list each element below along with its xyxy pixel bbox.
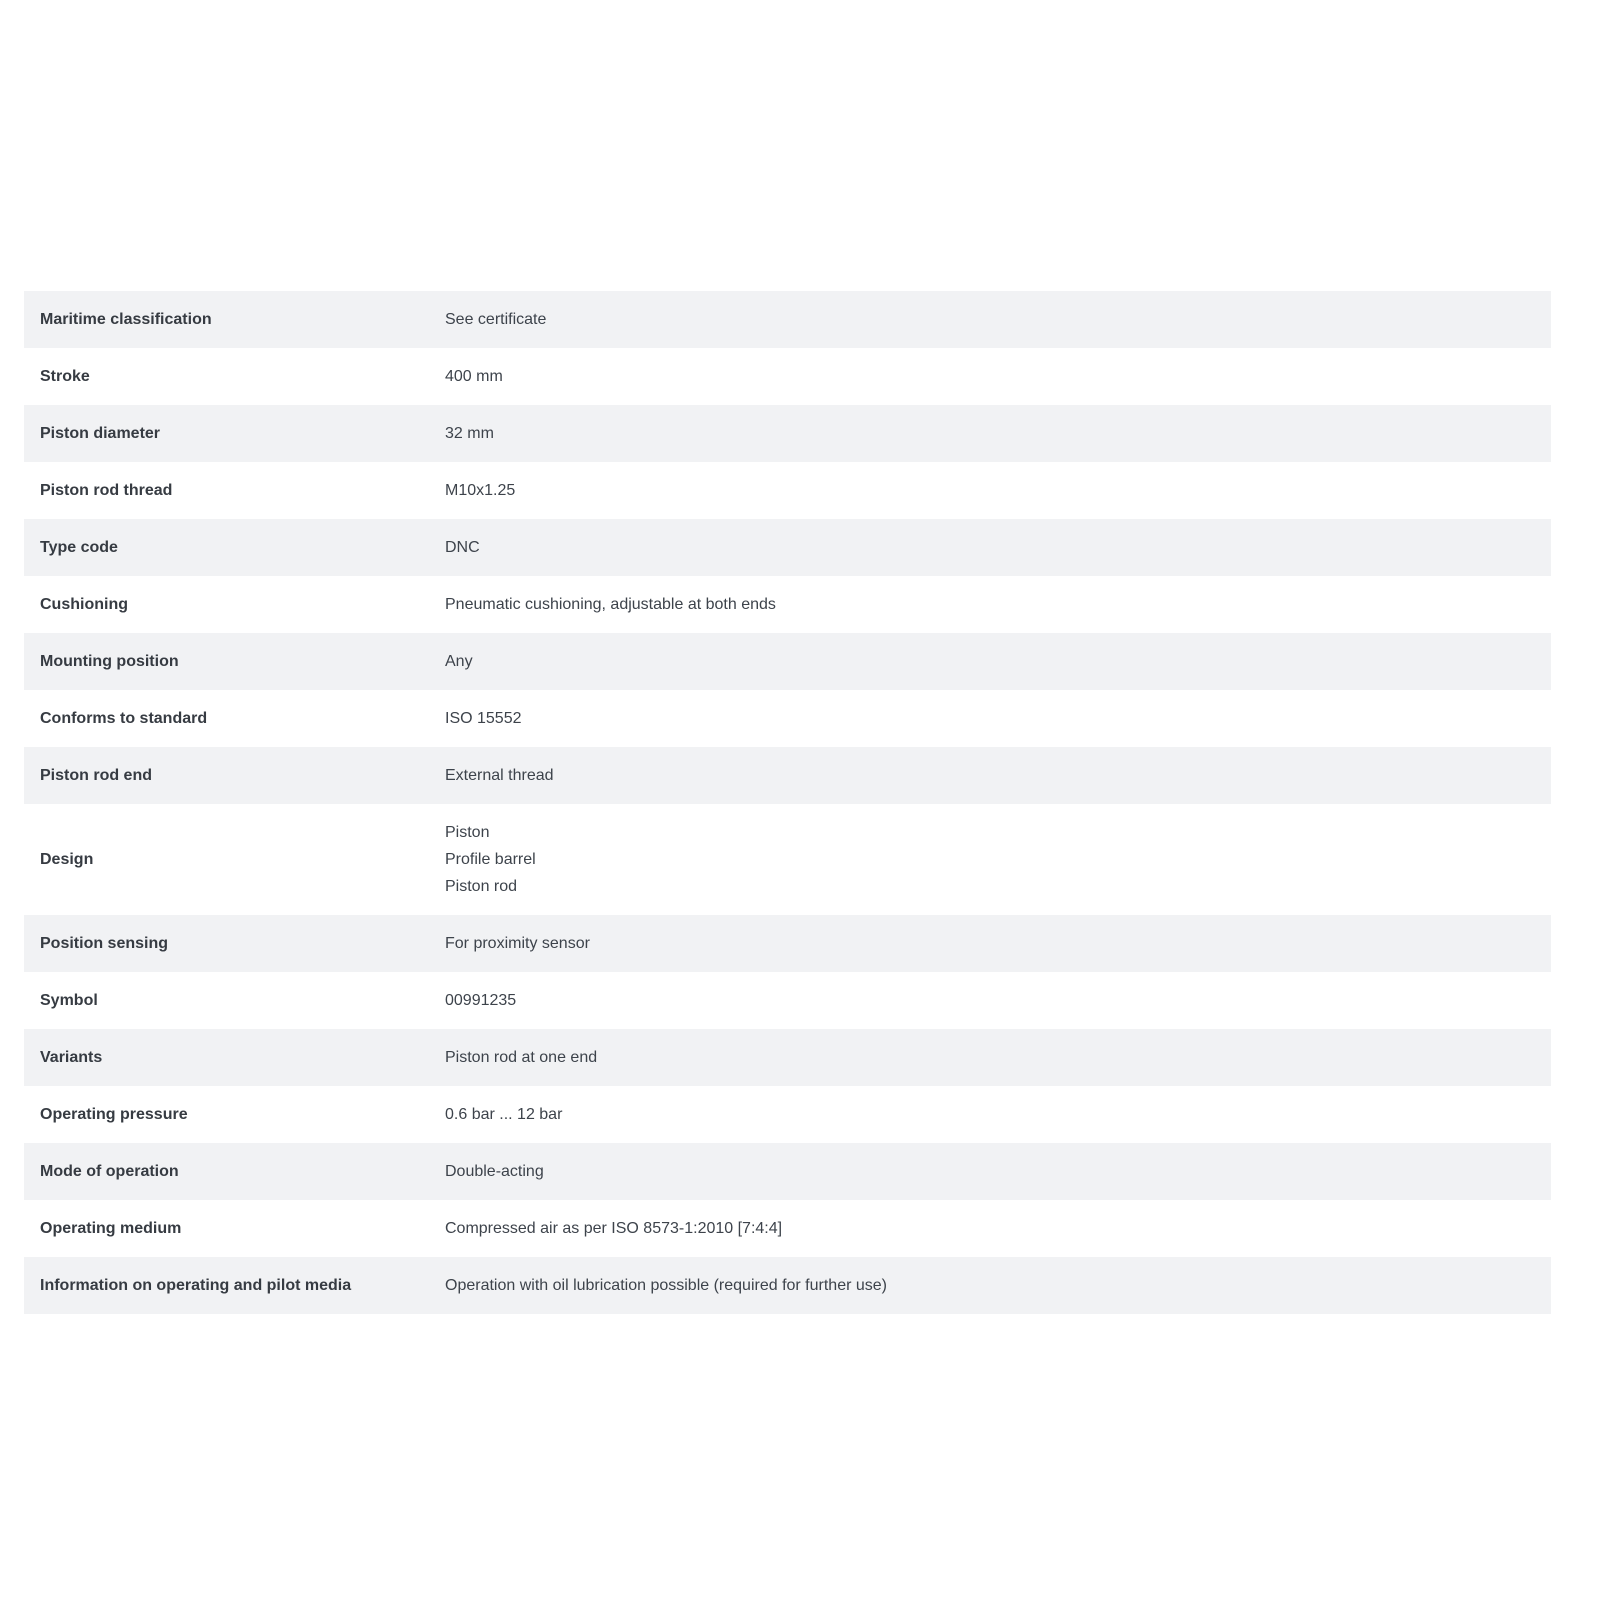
spec-value-line: Operation with oil lubrication possible (required for further use) [445,1277,887,1294]
spec-value [445,648,1551,675]
table-row [24,747,1551,804]
spec-label: Position sensing [40,935,169,952]
spec-value-line: 0.6 bar ... 12 bar [445,1106,563,1123]
spec-value-line: Compressed air as per ISO 8573-1:2010 [7:4:4] [445,1220,783,1237]
table-row [24,405,1551,462]
spec-value-line: 400 mm [445,368,503,385]
spec-value-line: Piston rod [445,878,518,895]
spec-label: Symbol [40,992,98,1009]
spec-label: Mounting position [40,653,179,670]
spec-value [445,705,1551,732]
spec-value [445,591,1551,618]
spec-label: Variants [40,1049,103,1066]
spec-label: Information on operating and pilot media [40,1277,352,1294]
spec-value [445,762,1551,789]
spec-value-line: 00991235 [445,992,517,1009]
spec-label: Piston rod end [40,767,152,784]
spec-value-line: M10x1.25 [445,482,516,499]
spec-label: Operating pressure [40,1106,188,1123]
spec-value [445,306,1551,333]
table-row [24,804,1551,915]
spec-value-line: For proximity sensor [445,935,590,952]
spec-value [445,1044,1551,1071]
table-row [24,1257,1551,1314]
spec-value-line: Profile barrel [445,851,536,868]
spec-label: Piston diameter [40,425,161,442]
table-row [24,1029,1551,1086]
table-row [24,633,1551,690]
table-row [24,462,1551,519]
spec-value [445,420,1551,447]
spec-value [445,987,1551,1014]
spec-value-line: 32 mm [445,425,494,442]
spec-value-line: External thread [445,767,554,784]
table-row [24,690,1551,747]
spec-value-line: Any [445,653,473,670]
table-row [24,519,1551,576]
spec-label: Type code [40,539,118,556]
table-row [24,1200,1551,1257]
table-row [24,915,1551,972]
spec-value [445,1101,1551,1128]
spec-value-line: Pneumatic cushioning, adjustable at both ends [445,596,776,613]
spec-label: Maritime classification [40,311,212,328]
spec-value-line: DNC [445,539,480,556]
spec-label: Operating medium [40,1220,182,1237]
spec-value [445,477,1551,504]
table-row [24,972,1551,1029]
spec-value-line: Piston rod at one end [445,1049,598,1066]
table-row [24,1143,1551,1200]
spec-value [445,363,1551,390]
spec-value [445,1158,1551,1185]
spec-value-line: ISO 15552 [445,710,522,727]
spec-label: Mode of operation [40,1163,179,1180]
table-row [24,348,1551,405]
spec-value [445,1272,1551,1299]
spec-value [445,534,1551,561]
spec-value-line: Double-acting [445,1163,544,1180]
spec-label: Conforms to standard [40,710,208,727]
spec-value-line: Piston [445,824,490,841]
table-row [24,576,1551,633]
spec-label: Cushioning [40,596,128,613]
table-row [24,1086,1551,1143]
spec-label: Piston rod thread [40,482,173,499]
spec-value-line: See certificate [445,311,547,328]
spec-value [445,1215,1551,1242]
spec-value [445,930,1551,957]
specifications-table [24,291,1551,1314]
spec-value [445,819,1551,900]
table-row [24,291,1551,348]
spec-label: Stroke [40,368,90,385]
spec-label: Design [40,851,94,868]
